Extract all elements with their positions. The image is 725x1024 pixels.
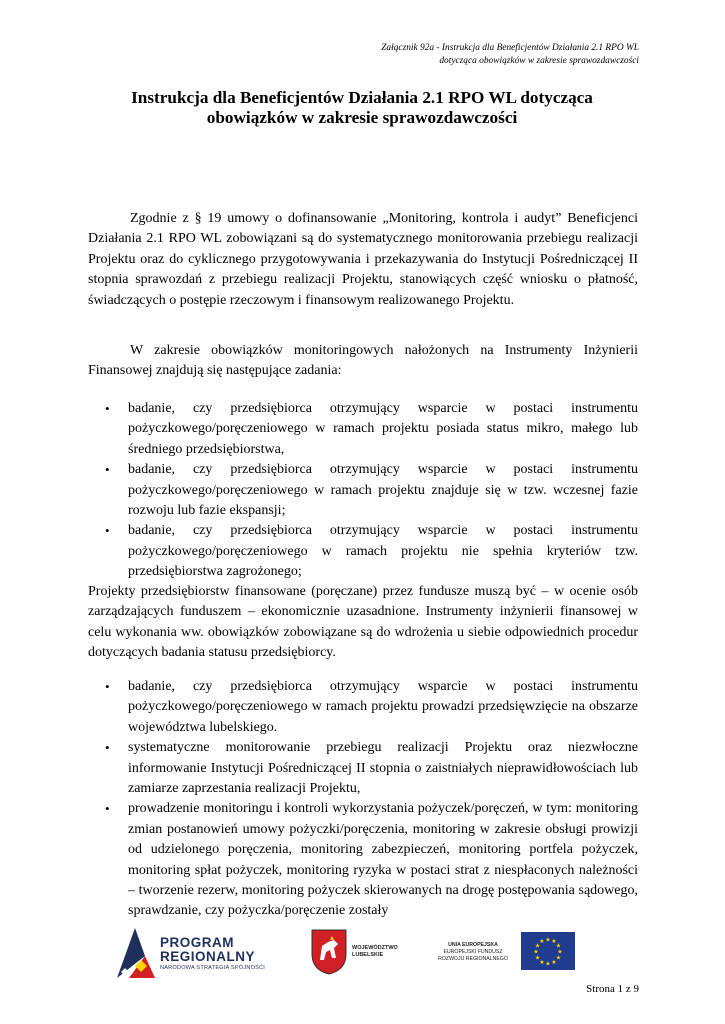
bullet-icon: • [105,679,110,694]
wojewodztwo-line-1: WOJEWÓDZTWO [352,945,398,951]
wojewodztwo-lubelskie-logo [310,928,405,980]
paragraph-tasks [88,341,638,382]
header-line-1: Załącznik 92a - Instrukcja dla Beneficjentów Działania 2.1 RPO WL [381,43,639,53]
eu-star-icon: ★ [557,949,563,956]
eu-star-icon: ★ [539,939,545,946]
program-line-2: REGIONALNY [160,949,256,964]
list-item: • badanie, czy przedsiębiorca otrzymujący wsparcie w postaci instrumentu pożyczkowego/poręczeniowego w ramach projektu znajduje się w tzw. wczesnej fazie rozwoju lub fazie ekspansji; [105,462,638,519]
eu-star-icon: ★ [534,943,541,950]
list-item: • badanie, czy przedsiębiorca otrzymujący wsparcie w postaci instrumentu pożyczkowego/poręczeniowego w ramach projektu posiada status mikro, małego lub średniego przedsiębiorstwa, [105,401,638,457]
eu-line-3: ROZWOJU REGIONALNEGO [438,956,508,962]
title-line-1: Instrukcja dla Beneficjentów Działania 2.1 RPO WL dotycząca [131,88,593,107]
document-title [88,88,636,128]
program-line-3: NARODOWA STRATEGIA SPÓJNOŚCI [160,965,266,971]
header-line-2: dotycząca obowiązków w zakresie sprawozdawczości [439,56,639,66]
bullet-icon: • [105,401,110,416]
wojewodztwo-line-2: LUBELSKIE [352,952,384,958]
eu-line-1: UNIA EUROPEJSKA [448,942,498,948]
eu-flag [521,932,575,970]
program-regionalny-text [160,936,265,972]
paragraph-intro [88,209,638,311]
list-item: • badanie, czy przedsiębiorca otrzymujący wsparcie w postaci instrumentu pożyczkowego/poręczeniowego w ramach projektu nie spełnia kryteriów tzw. przedsiębiorstwa zagrożonego; [105,523,638,580]
list-item: • systematyczne monitorowanie przebiegu realizacji Projektu oraz niezwłoczne informowanie Instytucji Pośredniczącej II stopnia o zaistniałych nieprawidłowościach lub zamiarze zaprzestania realizacji Projektu, [105,740,638,797]
eu-line-2: EUROPEJSKI FUNDUSZ [443,949,503,955]
bullet-icon: • [105,801,110,817]
paragraph-3-text: Projekty przedsiębiorstw finansowane (poręczane) przez fundusze muszą być – w ocenie osób zarządzających funduszem – ekonomicznie uzasadnione. Instrumenty inżynierii finansowej w celu wykonania ww. obowiązków zobowiązane są do wdrożenia u siebie odpowiednich procedur dotyczących badania statusu przedsiębiorcy. [88,584,638,661]
eu-star-icon: ★ [534,955,541,962]
eu-logo [433,932,575,978]
title-line-2: obowiązków w zakresie sprawozdawczości [206,108,518,127]
eu-stars-icon [521,932,575,970]
eu-star-icon: ★ [545,961,551,968]
task-list-1 [88,399,638,583]
bullet-icon: • [105,740,110,756]
list-item: • prowadzenie monitoringu i kontroli wykorzystania pożyczek/poręczeń, w tym: monitoring zmian postanowień umowy pożyczki/poręczenia, monitoring w zakresie obsługi prowizji od udzielonego poręczenia, monitoring zabezpieczeń, monitoring portfela pożyczek, monitoring spłat pożyczek, monitoring ryzyka w postaci strat z niespłaconych należności – tworzenie rezerw, monitoring pożyczek skierowanych na drogę postępowania sądowego, sprawdzanie, czy pożyczka/poręczenie zostały [105,801,638,919]
eu-star-icon: ★ [551,959,557,966]
task-list-2 [88,677,638,922]
program-regionalny-emblem-icon [115,926,157,980]
document-header [381,42,639,68]
eu-star-icon: ★ [555,943,562,950]
paragraph-2-text: W zakresie obowiązków monitoringowych nałożonych na Instrumenty Inżynierii Finansowej znajdują się następujące zadania: [88,343,638,379]
eu-star-icon: ★ [545,937,551,944]
bullet-icon: • [105,523,110,539]
paragraph-1-text: Zgodnie z § 19 umowy o dofinansowanie „Monitoring, kontrola i audyt” Beneficjenci Działania 2.1 RPO WL zobowiązani są do systematycznego monitorowania przebiegu realizacji Projektu oraz do cyklicznego przygotowywania i przekazywania do Instytucji Pośredniczącej II stopnia sprawozdań z przebiegu realizacji Projektu, stanowiących część wniosku o płatność, świadczących o postępie rzeczowym i finansowym realizowanego Projektu. [88,211,638,308]
list-item: • badanie, czy przedsiębiorca otrzymujący wsparcie w postaci instrumentu pożyczkowego/poręczeniowego w ramach projektu prowadzi przedsięwzięcie na obszarze województwa lubelskiego. [105,679,638,735]
eu-star-icon: ★ [551,939,557,946]
eu-star-icon: ★ [533,949,539,956]
bullet-icon: • [105,462,110,478]
eu-text [433,942,513,963]
program-regionalny-logo [115,926,290,982]
wojewodztwo-text [352,945,398,959]
paragraph-projects [88,582,638,664]
lublin-coat-of-arms-icon [310,928,348,976]
logo-strip [115,924,575,984]
eu-star-icon: ★ [539,959,545,966]
page-number: Strona 1 z 9 [586,983,639,995]
eu-star-icon: ★ [555,955,562,962]
program-line-1: PROGRAM [160,935,234,950]
